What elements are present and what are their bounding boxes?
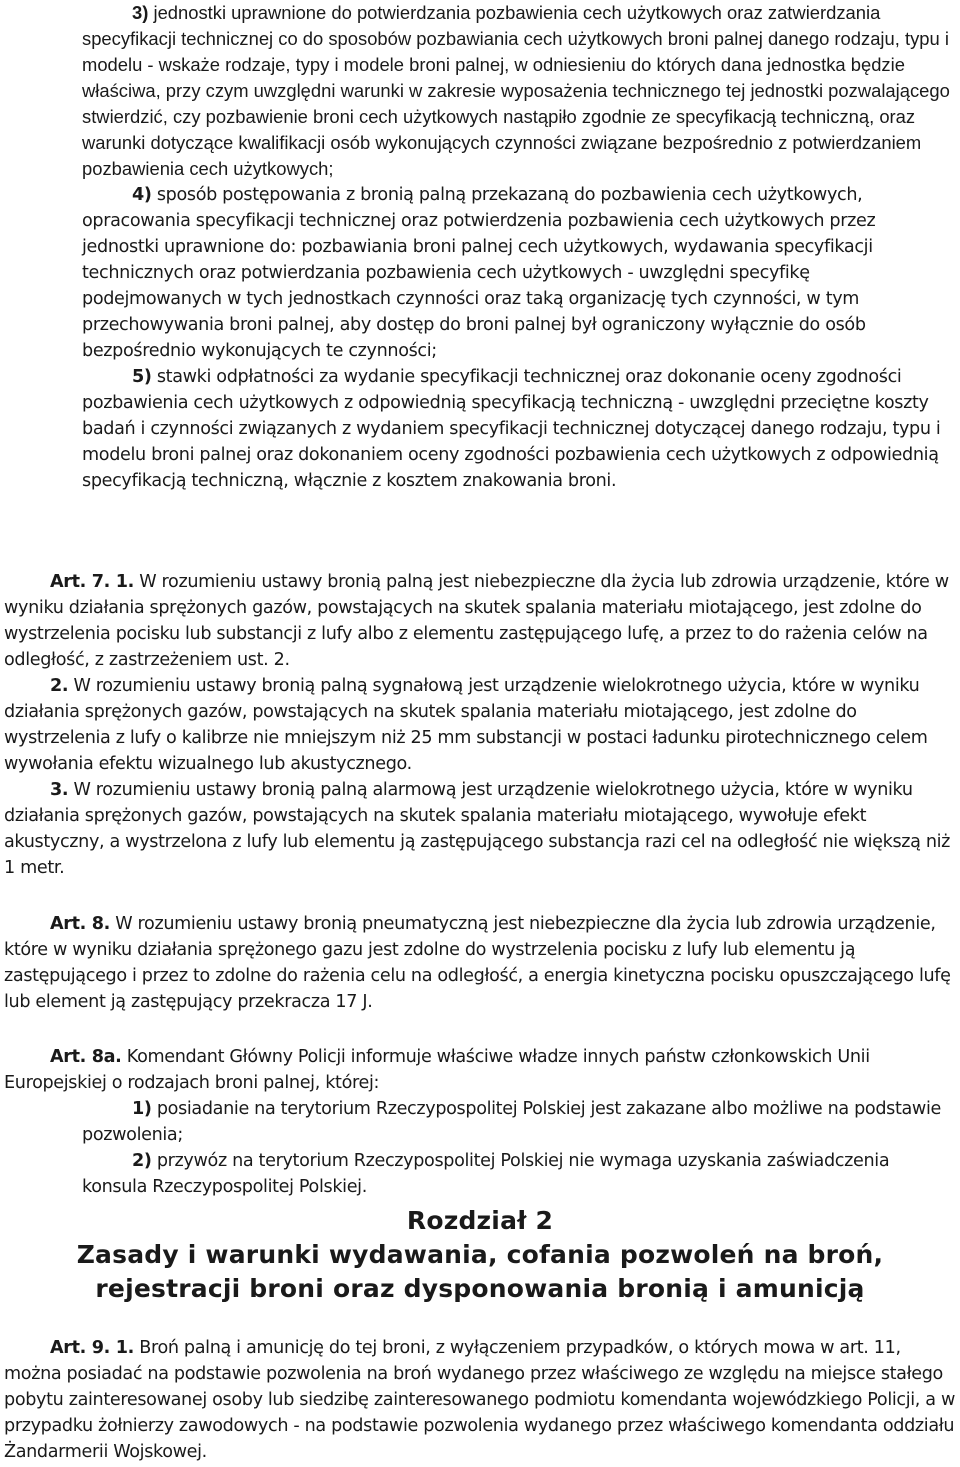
article-8a-text: Komendant Główny Policji informuje właściwe władze innych państw członkowskich Unii Europejskiej o rodzajach broni palnej, której: <box>4 1047 870 1093</box>
list-item-5 <box>82 364 952 494</box>
article-8a-item-2-text: przywóz na terytorium Rzeczypospolitej Polskiej nie wymaga uzyskania zaświadczenia konsula Rzeczypospolitej Polskiej. <box>82 1151 890 1197</box>
list-item-4-text: sposób postępowania z bronią palną przekazaną do pozbawienia cech użytkowych, opracowania specyfikacji technicznej oraz potwierdzenia pozbawienia cech użytkowych przez jednostki uprawnione do: pozbawiania broni palnej cech użytkowych, wydawania specyfikacji technicznych oraz potwierdzania pozbawienia cech użytkowych - uwzględni specyfikę podejmowanych w tych jednostkach czynności oraz taką organizację tych czynności, w tym przechowywania broni palnej, aby dostęp do broni palnej był ograniczony wyłącznie do osób bezpośrednio wykonujących te czynności; <box>82 185 876 361</box>
list-item-5-text: stawki odpłatności za wydanie specyfikacji technicznej oraz dokonanie oceny zgodności pozbawienia cech użytkowych z odpowiednią specyfikacją techniczną - uwzględni przeciętne koszty badań i czynności związanych z wydaniem specyfikacji technicznej dotyczącej danego rodzaju, typu i modelu broni palnej oraz dokonaniem oceny zgodności pozbawienia cech użytkowych z odpowiednią specyfikacją techniczną, włącznie z kosztem znakowania broni. <box>82 367 941 491</box>
list-item-5-number: 5) <box>132 367 152 387</box>
article-9-text: Broń palną i amunicję do tej broni, z wyłączeniem przypadków, o których mowa w art. 11, można posiadać na podstawie pozwolenia na broń wydanego przez właściwego ze względu na miejsce stałego pobytu zainteresowanej osoby lub siedzibę zainteresowanego podmiotu komendanta wojewódzkiego Policji, a w przypadku żołnierzy zawodowych - na podstawie pozwolenia wydanego przez właściwego komendanta oddziału Żandarmerii Wojskowej. <box>4 1338 955 1462</box>
article-8-paragraph <box>4 911 959 1015</box>
article-9 <box>4 1335 959 1465</box>
article-8a-paragraph <box>4 1044 959 1096</box>
article-8a-item-2 <box>82 1148 952 1200</box>
chapter-title-line-1: Zasady i warunki wydawania, cofania pozwoleń na broń, <box>76 1240 884 1269</box>
article-9-heading: Art. 9. 1. <box>50 1338 134 1358</box>
chapter-title-line-2: rejestracji broni oraz dysponowania bronią i amunicją <box>95 1274 865 1303</box>
list-item-4 <box>82 182 952 364</box>
article-8a-item-1-number: 1) <box>132 1099 152 1119</box>
list-item-4-number: 4) <box>132 185 152 205</box>
article-7-paragraph-3-number: 3. <box>50 780 69 800</box>
article-7-paragraph-3-text: W rozumieniu ustawy bronią palną alarmową jest urządzenie wielokrotnego użycia, które w wyniku działania sprężonych gazów, powstających na skutek spalania materiału miotającego, wywołuje efekt akustyczny, a wystrzelona z lufy lub elementu ją zastępującego substancja razi cel na odległość nie większą niż 1 metr. <box>4 780 951 878</box>
article-8 <box>4 911 959 1015</box>
chapter-heading <box>0 1204 960 1306</box>
article-8a-item-1-text: posiadanie na terytorium Rzeczypospolitej Polskiej jest zakazane albo możliwe na podstawie pozwolenia; <box>82 1099 941 1145</box>
article-7-heading: Art. 7. 1. <box>50 572 134 592</box>
article-7 <box>4 569 959 881</box>
article-7-paragraph-2 <box>4 673 959 777</box>
list-item-3-number: 3) <box>132 2 149 23</box>
article-7-paragraph-2-text: W rozumieniu ustawy bronią palną sygnałową jest urządzenie wielokrotnego użycia, które w wyniku działania sprężonych gazów, powstających na skutek spalania materiału miotającego, jest zdolne do wystrzelenia z lufy o kalibrze nie mniejszym niż 25 mm substancji w postaci ładunku pirotechnicznego celem wywołania efektu wizualnego lub akustycznego. <box>4 676 928 774</box>
article-7-paragraph-3 <box>4 777 959 881</box>
regulation-list-continued <box>82 0 952 494</box>
list-item-3 <box>82 0 952 182</box>
article-8a-list <box>82 1096 952 1200</box>
chapter-label: Rozdział 2 <box>406 1206 554 1235</box>
article-7-paragraph-1 <box>4 569 959 673</box>
article-8-text: W rozumieniu ustawy bronią pneumatyczną jest niebezpieczne dla życia lub zdrowia urządzenie, które w wyniku działania sprężonego gazu jest zdolne do wystrzelenia pocisku z lufy lub elementu ją zastępującego i przez to zdolne do rażenia celu na odległość, a energia kinetyczna pocisku opuszczającego lufę lub element ją zastępujący przekracza 17 J. <box>4 914 951 1012</box>
article-8a-item-2-number: 2) <box>132 1151 152 1171</box>
article-8a-item-1 <box>82 1096 952 1148</box>
article-9-paragraph-1 <box>4 1335 959 1465</box>
article-8a-heading: Art. 8a. <box>50 1047 122 1067</box>
article-7-paragraph-2-number: 2. <box>50 676 69 696</box>
article-8-heading: Art. 8. <box>50 914 110 934</box>
article-8a <box>4 1044 959 1096</box>
article-7-paragraph-1-text: W rozumieniu ustawy bronią palną jest niebezpieczne dla życia lub zdrowia urządzenie, które w wyniku działania sprężonych gazów, powstających na skutek spalania materiału miotającego, jest zdolne do wystrzelenia pocisku lub substancji z lufy albo z elementu zastępującego lufę, a przez to do rażenia celów na odległość, z zastrzeżeniem ust. 2. <box>4 572 949 670</box>
list-item-3-text: jednostki uprawnione do potwierdzania pozbawienia cech użytkowych oraz zatwierdzania specyfikacji technicznej co do sposobów pozbawiania cech użytkowych broni palnej danego rodzaju, typu i modelu - wskaże rodzaje, typy i modele broni palnej, w odniesieniu do których dana jednostka będzie właściwa, przy czym uwzględni warunki w zakresie wyposażenia technicznego tej jednostki pozwalającego stwierdzić, czy pozbawienie broni cech użytkowych nastąpiło zgodnie ze specyfikacją techniczną, oraz warunki dotyczące kwalifikacji osób wykonujących czynności związane bezpośrednio z potwierdzaniem pozbawienia cech użytkowych; <box>82 2 950 179</box>
